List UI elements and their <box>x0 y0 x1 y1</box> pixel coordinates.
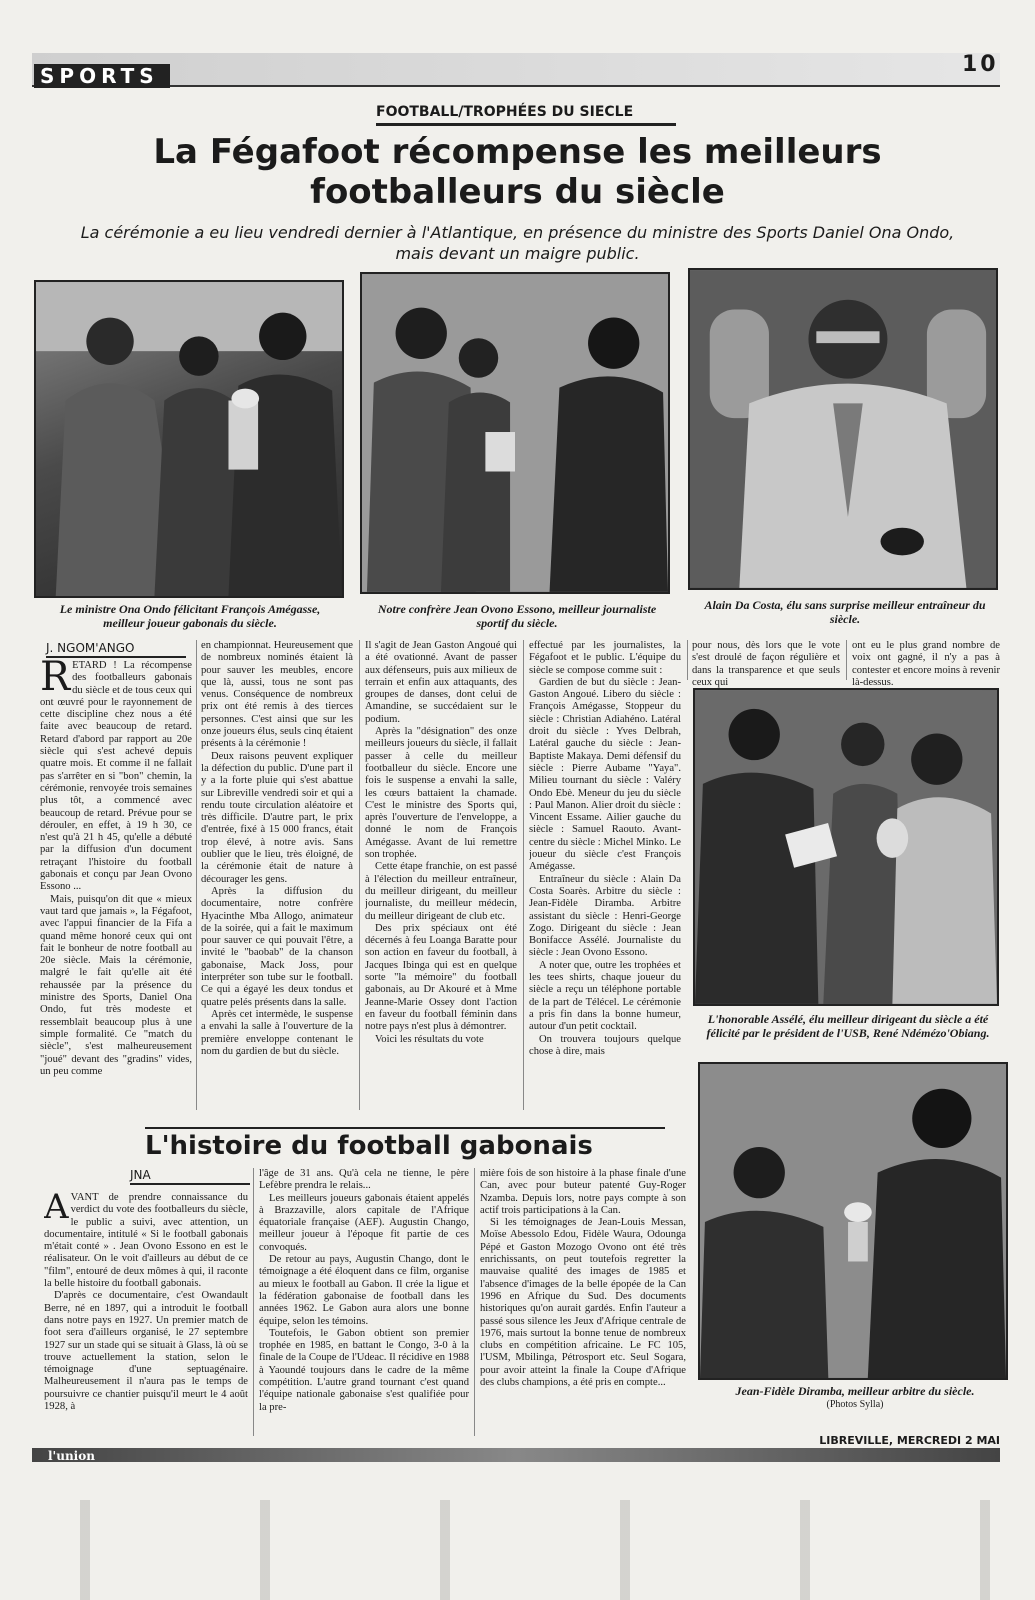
column-rule <box>359 640 360 1110</box>
column-rule <box>253 1168 254 1436</box>
article2-paragraph: VANT de prendre connaissance du verdict du vote des footballeurs du siècle, le public a suivi, avec attention, un documentaire, intitulé « Si le football gabonais m'était conté » . Jean Ovono Essono en est le réalisateur. On le voit d'ailleurs au début de ce "film", entouré de deux mômes à qui, il raconte la belle histoire du football gabonais. <box>44 1192 248 1290</box>
photo-diramba <box>698 1062 1008 1380</box>
article1-paragraph: Deux raisons peuvent expliquer la défection du public. D'une part il y a la forte pluie qui s'est abattue sur Libreville vendredi soir et qui a rendu toute circulation aléatoire et très difficile. D'autre part, le prix d'entrée, fixé à 15 000 francs, était trop élevé, à notre avis. Sans oublier que le lieu, très éloigné, de la cérémonie était de nature à décourager les gens. <box>201 750 353 885</box>
photo-ovono-essono <box>360 272 670 594</box>
article1-paragraph: Gardien de but du siècle : Jean-Gaston Angoué. Libero du siècle : François Amégasse, Stoppeur du siècle : Christian Adiahéno. Latéral droit du siècle : Yves Delbrah, Latéral gauche du siècle : Jean-Baptiste Makaya. Demi défensif du siècle : Pierre Aubame "Yaya". Milieu tournant du siècle : Valéry Ondo Ebè. Meneur du jeu du siècle : Paul Manon. Alier droit du siècle : Vincent Essame. Ailier gauche du siècle : Samuel Raouto. Avant-centre du siècle : Michel Minko. Le joueur du siècle c'est François Amégasse. <box>529 676 681 873</box>
photo-figures <box>362 274 668 592</box>
article1-paragraph: ETARD ! La récompense des footballeurs gabonais du siècle et de tous ceux qui ont œuvré pour le rayonnement de cette discipline chez nous a été faite avec beaucoup de retard. Retard d'abord par rapport au 20e siècle qui s'est achevé depuis quatre mois. Et comme il ne fallait pas s'arrêter en si "bon" chemin, la cérémonie, renvoyée trois semaines plus tôt, a commencé avec beaucoup de retard. Prévue pour se dérouler, en effet, à 19 h 30, ce n'est qu'à 21 h 45, qu'elle a débuté par la diffusion d'un document retraçant l'histoire du football gabonais et conçu par Jean Ovono Essono ... <box>40 660 192 893</box>
column-rule <box>196 640 197 1110</box>
article2-paragraph: De retour au pays, Augustin Chango, dont le témoignage a été éloquent dans ce film, organise au mieux le football au Gabon. Il crée la ligue et la fédération gabonaise de football dans les années 1962. Le Gabon aura alors une bonne équipe, selon les témoins. <box>259 1254 469 1327</box>
photo-da-costa <box>688 268 998 590</box>
article1-paragraph: Il s'agit de Jean Gaston Angoué qui a été ovationné. Avant de passer aux défenseurs, puis aux milieux de terrain et enfin aux attaquants, des groupes de danses, dont celui de Amandine, se succédaient sur le podium. <box>365 640 517 725</box>
footer-bar <box>32 1448 1000 1462</box>
subheadline: La cérémonie a eu lieu vendredi dernier à l'Atlantique, en présence du ministre des Sports Daniel Ona Ondo, mais devant un maigre public. <box>80 223 955 263</box>
masthead-logo: l'union <box>48 1449 95 1463</box>
article1-paragraph: Entraîneur du siècle : Alain Da Costa Soarès. Arbitre du siècle : Jean-Fidèle Diramba. Arbitre assistant du siècle : Henri-George Zogo. Dirigeant du siècle : Jean Bonifacce Assélé. Journaliste du siècle : Jean Ovono Essono. <box>529 873 681 959</box>
article1-paragraph: A noter que, outre les trophées et les tees shirts, chaque joueur du siècle a reçu un téléphone portable de la part de Télécel. Le cérémonie a pris fin dans la bonne humeur, autour d'un petit cocktail. <box>529 959 681 1033</box>
article2-paragraph: Si les témoignages de Jean-Louis Messan, Moïse Abessolo Edou, Fidèle Waura, Odounga Pépé et Gaston Mozogo Ovono ont été très enrichissants, on peut toutefois regretter la mauvaise qualité des images de 1985 et l'absence d'images de la belle épopée de la Can 1996 en Afrique du Sud. Des documents historiques qu'on aurait gardés. Enfin l'auteur a passé sous silence les Jeux d'Afrique centrale de 1976, mais surtout la bonne tenue de nombreux clubs en compétition africaine. Le FC 105, l'USM, Mbilinga, Pétrosport etc. Seul Sogara, pour avoir atteint la finale la Coupe d'Afrique des clubs champions, a été pris en compte... <box>480 1217 686 1389</box>
article1-paragraph: pour nous, dès lors que le vote s'est droulé de façon régulière et dans la transparence et que seuls ceux qui <box>692 640 840 688</box>
article1-paragraph: Voici les résultats du vote <box>375 1033 484 1045</box>
article1-paragraph: On trouvera toujours quelque chose à dire, mais <box>529 1033 681 1057</box>
article1-paragraph: Mais, puisqu'on dit que « mieux vaut tard que jamais », la Fégafoot, avec l'appui financier de la Fifa a quand même honoré ceux qui ont fait le bonheur de notre football au 20e siècle. Mais la cérémonie, malgré le fait qu'elle ait été rehaussée par la présence du ministre des Sports, Daniel Ona Ondo, fut très modeste et ressemblait beaucoup plus à une simple formalité. Ce "match du siècle", s'est malheureusement "joué" devant des "gradins" vides, un peu comme <box>40 893 192 1077</box>
article1-column1 <box>40 660 192 1120</box>
caption-photo1: Le ministre Ona Ondo félicitant François Amégasse, meilleur joueur gabonais du siècle. <box>59 602 321 630</box>
photo-figures <box>690 270 996 588</box>
dropcap: R <box>40 660 71 700</box>
article2-paragraph: Toutefois, le Gabon obtient son premier trophée en 1985, en battant le Congo, 3-0 à la finale de la Coupe de l'Udeac. Il récidive en 1988 à Yaoundé toujours dans le cadre de la même compétition. L'autre grand tournant c'est quand l'équipe nationale gabonaise s'est qualifiée pour la pre- <box>259 1327 469 1413</box>
photo-assele <box>693 688 999 1006</box>
photo-figures <box>695 690 997 1004</box>
kicker: FOOTBALL/TROPHÉES DU SIECLE <box>376 104 676 126</box>
article2-column1 <box>44 1192 248 1438</box>
column-rule <box>474 1168 475 1436</box>
article1-column2 <box>201 640 353 1116</box>
article1-paragraph: Après cet intermède, le suspense a envahi la salle à l'ouverture de la première enveloppe contenant le nom du gardien de but du siècle. <box>201 1008 353 1057</box>
scan-bottom-margin <box>0 1500 1035 1600</box>
column-rule <box>846 640 847 680</box>
article2-headline: L'histoire du football gabonais <box>145 1127 665 1161</box>
article2-paragraph: l'âge de 31 ans. Qu'à cela ne tienne, le père Lefèbre prendra le relais... <box>259 1168 469 1192</box>
caption-photo3: Alain Da Costa, élu sans surprise meilleur entraîneur du siècle. <box>704 598 986 626</box>
article1-paragraph: effectué par les journalistes, la Fégafoot et le public. L'équipe du siècle se compose comme suit : <box>529 640 681 676</box>
photo-credit: (Photos Sylla) <box>826 1399 884 1410</box>
article1-column6 <box>852 640 1000 690</box>
photo-figures <box>36 282 342 596</box>
caption-photo4: L'honorable Assélé, élu meilleur dirigeant du siècle a été félicité par le président de l'USB, René Ndémézo'Obiang. <box>706 1012 990 1040</box>
article2-paragraph: D'après ce documentaire, c'est Owandault Berre, né en 1897, qui a introduit le football dans notre pays en 1927. Un premier match de foot sera d'ailleurs organisé, le 27 septembre 1927 sur un stade qui se situait à Glass, là où se trouve actuellement la station, selon le témoignage d'une septuagénaire. Malheureusement il n'aura pas le temps de poursuivre ce chantier puisqu'il meurt le 4 août 1928, à <box>44 1290 248 1413</box>
column-rule <box>523 640 524 1110</box>
byline-article2: JNA <box>130 1168 250 1185</box>
section-label: SPORTS <box>34 64 170 88</box>
column-rule <box>687 640 688 680</box>
article1-paragraph: ont eu le plus grand nombre de voix ont gagné, il n'y a pas à contester et encore moins à revenir là-dessus. <box>852 640 1000 688</box>
byline-article1: J. NGOM'ANGO <box>46 641 186 658</box>
caption-photo2: Notre confrère Jean Ovono Essono, meilleur journaliste sportif du siècle. <box>377 602 657 630</box>
article1-column3 <box>365 640 517 1116</box>
main-headline: La Fégafoot récompense les meilleurs footballeurs du siècle <box>153 132 882 212</box>
dateline: LIBREVILLE, MERCREDI 2 MAI <box>819 1434 1000 1447</box>
section-header-band <box>32 53 1000 87</box>
article1-paragraph: en championnat. Heureusement que de nombreux nominés étaient là pour sauver les meubles, encore que là, aussi, tous ne sont pas venus. Conséquence de nombreux prix ont été remis à des tierces personnes. C'est ainsi que sur les onze joueurs élus, seuls cinq étaient présents à la cérémonie ! <box>201 640 353 750</box>
article1-column4 <box>529 640 681 1116</box>
article2-column2 <box>259 1168 469 1438</box>
article1-column5 <box>692 640 840 690</box>
photo-minister-amegasse <box>34 280 344 598</box>
article2-paragraph: mière fois de son histoire à la phase finale d'une Can, avec pour buteur patenté Guy-Roger Nzamba. Depuis lors, notre pays compte à son actif trois participations à la Can. <box>480 1168 686 1216</box>
article1-paragraph: Des prix spéciaux ont été décernés à feu Loanga Baratte pour son action en faveur du football, à Jacques Ibinga qui est en quelque sorte "la mémoire" du football gabonais, au Dr Akouré et à Mme Jeanne-Marie Ossey dont l'action en faveur du football féminin dans notre pays n'est plus à démontrer. <box>365 922 517 1033</box>
photo-figures <box>700 1064 1006 1378</box>
dropcap: A <box>44 1192 69 1227</box>
page-number: 10 <box>962 52 999 77</box>
article1-paragraph: Après la "désignation" des onze meilleurs joueurs du siècle, il fallait passer à celle du meilleur footballeur du siècle. Encore une fois le suspense a envahi la salle, les cœurs battaient la chamade. C'est le ministre des Sports qui, après l'ouverture de l'enveloppe, a donné le nom de François Amégasse. Avant de lui remettre son trophée. <box>365 726 517 861</box>
article2-column3 <box>480 1168 686 1438</box>
article1-paragraph: Cette étape franchie, on est passé à l'élection du meilleur entraîneur, du meilleur dirigeant, du meilleur journaliste, du meilleur médecin, du meilleur dirigeant de club etc. <box>365 861 517 922</box>
article2-paragraph: Les meilleurs joueurs gabonais étaient appelés à Brazzaville, alors capitale de l'Afrique équatoriale française (AEF). Augustin Chango, meilleur joueur à l'époque fit partie de ces convoqués. <box>259 1192 469 1253</box>
article1-paragraph: Après la diffusion du documentaire, notre confrère Hyacinthe Mba Allogo, animateur de la soirée, qui a fait le maximum pour sauver ce qui pouvait l'être, a invité le "baobab" de la chanson gabonaise, Mack Joss, pour interpréter son tube sur le football. Ce qui a égayé les deux tondus et quatre pelés présents dans la salle. <box>201 885 353 1008</box>
caption-photo5: Jean-Fidèle Diramba, meilleur arbitre du siècle. <box>735 1384 975 1398</box>
